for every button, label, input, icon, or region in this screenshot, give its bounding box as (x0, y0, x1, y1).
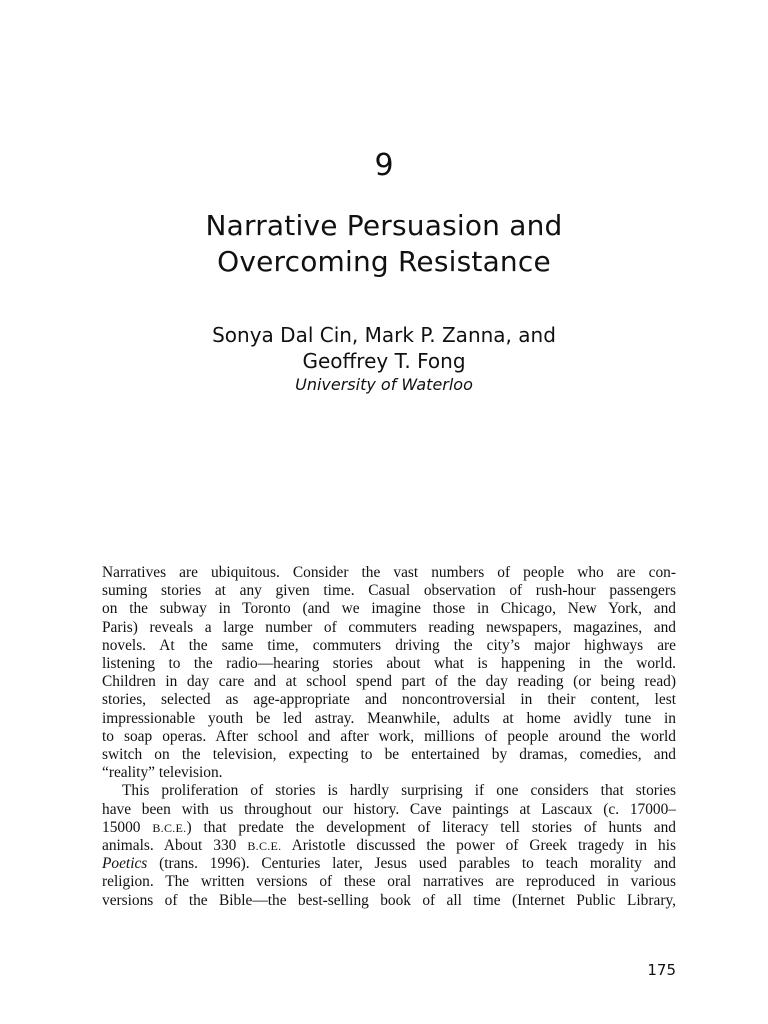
text-line: 15000 B.C.E.) that predate the development of literacy tell stories of hunts and (102, 818, 676, 836)
text-line: listening to the radio—hearing stories about what is happening in the world. (102, 655, 676, 673)
text-line: Narratives are ubiquitous. Consider the vast numbers of people who are con- (102, 564, 676, 581)
paragraph-1 (102, 564, 676, 782)
text-line: “reality” television. (102, 764, 223, 782)
text-line: Children in day care and at school spend part of the day reading (or being read) (102, 673, 676, 691)
text-line: have been with us throughout our history. Cave paintings at Lascaux (c. 17000– (102, 800, 676, 818)
authors-line: Sonya Dal Cin, Mark P. Zanna, and (212, 323, 556, 347)
text-line: impressionable youth be led astray. Meanwhile, adults at home avidly tune in (102, 709, 676, 727)
text-line: suming stories at any given time. Casual observation of rush-hour passengers (102, 582, 676, 600)
page-number: 175 (647, 961, 676, 979)
text-line: religion. The written versions of these oral narratives are reproduced in various (102, 873, 676, 891)
text-line: novels. At the same time, commuters driving the city’s major highways are (102, 636, 676, 654)
authors (0, 322, 768, 374)
text-line: Paris) reveals a large number of commuters reading newspapers, magazines, and (102, 618, 676, 636)
text-line: versions of the Bible—the best-selling book of all time (Internet Public Library, (102, 891, 676, 909)
chapter-title-line: Overcoming Resistance (217, 245, 551, 278)
text-line: switch on the television, expecting to be entertained by dramas, comedies, and (102, 746, 676, 764)
text-line: Poetics (trans. 1996). Centuries later, Jesus used parables to teach morality and (102, 855, 676, 873)
paragraph-2 (102, 782, 676, 909)
body-text (102, 564, 676, 910)
authors-line: Geoffrey T. Fong (302, 349, 466, 373)
text-line: on the subway in Toronto (and we imagine those in Chicago, New York, and (102, 600, 676, 618)
chapter-number: 9 (374, 148, 394, 183)
text-line: animals. About 330 B.C.E. Aristotle discussed the power of Greek tragedy in his (102, 837, 676, 855)
text-line: stories, selected as age-appropriate and noncontroversial in their content, lest (102, 691, 676, 709)
text-line: to soap operas. After school and after work, millions of people around the world (102, 727, 676, 745)
chapter-title (0, 208, 768, 280)
text-line: This proliferation of stories is hardly surprising if one considers that stories (122, 782, 676, 800)
affiliation: University of Waterloo (295, 375, 473, 394)
chapter-title-line: Narrative Persuasion and (205, 209, 563, 242)
